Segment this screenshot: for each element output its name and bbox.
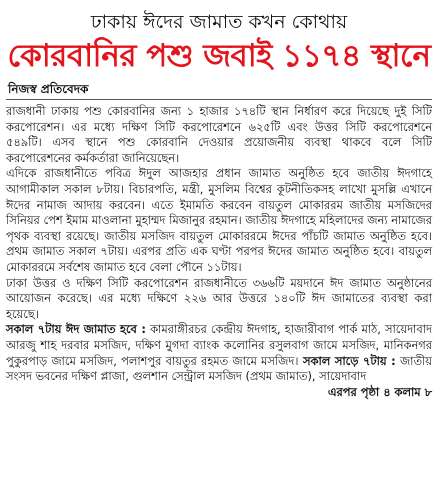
paragraph-1: রাজধানী ঢাকায় পশু কোরবানির জন্য ১ হাজার ১৭৪টি স্থান নির্ধারণ করে দিয়েছে দুই সিটি করপোরেশন। এর মধ্যে দক্ষিণ সিটি করপোরেশনে ৬২৫টি এবং উত্তর সিটি করপোরেশনে ৫৪৯টি। এসব স্থানে পশু কোরবানি দেওয়ার প্রয়োজনীয় ব্যবস্থা থাকবে বলে সিটি করপোরেশনের কর্মকর্তারা জানিয়েছেন।: [6, 104, 432, 165]
article-byline: নিজস্ব প্রতিবেদক: [8, 82, 89, 96]
article-body: [6, 104, 432, 399]
paragraph-4-lead-2: সকাল সাড়ে ৭টায় :: [298, 353, 396, 368]
article-kicker: ঢাকায় ঈদের জামাত কখন কোথায়: [90, 11, 348, 33]
paragraph-2: এদিকে রাজধানীতে পবিত্র ঈদুল আজহার প্রধান জামাত অনুষ্ঠিত হবে জাতীয় ঈদগাহে আগামীকাল সকাল ৮টায়। বিচারপতি, মন্ত্রী, মুসলিম বিশ্বের কূটনীতিকসহ লাখো মুসল্লি এখানে ঈদের নামাজ আদায় করবেন। এতে ইমামতি করবেন বায়তুল মোকাররম জাতীয় মসজিদের সিনিয়র পেশ ইমাম মাওলানা মুহাম্মদ মিজানুর রহমান। জাতীয় ঈদগাহে মহিলাদের জন্য নামাজের পৃথক ব্যবস্থা রয়েছে। জাতীয় মসজিদ বায়তুল মোকাররমে ঈদের পাঁচটি জামাত অনুষ্ঠিত হবে। প্রথম জামাত সকাল ৭টায়। এরপর প্রতি এক ঘণ্টা পরপর ঈদের জামাত অনুষ্ঠিত হবে। বায়তুল মোকাররমে সর্বশেষ জামাত হবে বেলা পৌনে ১১টায়।: [6, 166, 432, 274]
paragraph-3: ঢাকা উত্তর ও দক্ষিণ সিটি করপোরেশন রাজধানীতে ৩৬৬টি ময়দানে ঈদ জামাত অনুষ্ঠানের আয়োজন করেছে। এর মধ্যে দক্ষিণে ২২৬ আর উত্তরে ১৪০টি ঈদ জামাতের ব্যবস্থা করা হয়েছে।: [6, 275, 432, 321]
paragraph-4: [6, 322, 432, 399]
paragraph-4-text-2: জাতীয় সংসদ ভবনের দক্ষিণ প্লাজা, গুলশান সেন্ট্রাল মসজিদ (প্রথম জামাত), সায়েদাবাদ: [6, 353, 432, 384]
paragraph-4-text: কামরাঙ্গীরচর কেন্দ্রীয় ঈদগাহ, হাজারীবাগ পার্ক মাঠ, সায়েদাবাদ আরজু শাহ দরবার মসজিদ, দক্ষিণ মুগদা ব্যাংক কলোনির রসুলবাগ জামে মসজিদ, মানিকনগর পুকুরপাড় জামে মসজিদ, পলাশপুর বায়তুর রহমত জামে মসজিদ।: [6, 322, 432, 368]
article-headline: কোরবানির পশু জবাই ১১৭৪ স্থানে: [7, 38, 431, 74]
continued-on-page: এরপর পৃষ্ঠা ৪ কলাম ৮: [327, 384, 432, 399]
paragraph-4-lead: সকাল ৭টায় ঈদ জামাত হবে :: [6, 322, 146, 337]
byline-bar: [6, 78, 432, 100]
